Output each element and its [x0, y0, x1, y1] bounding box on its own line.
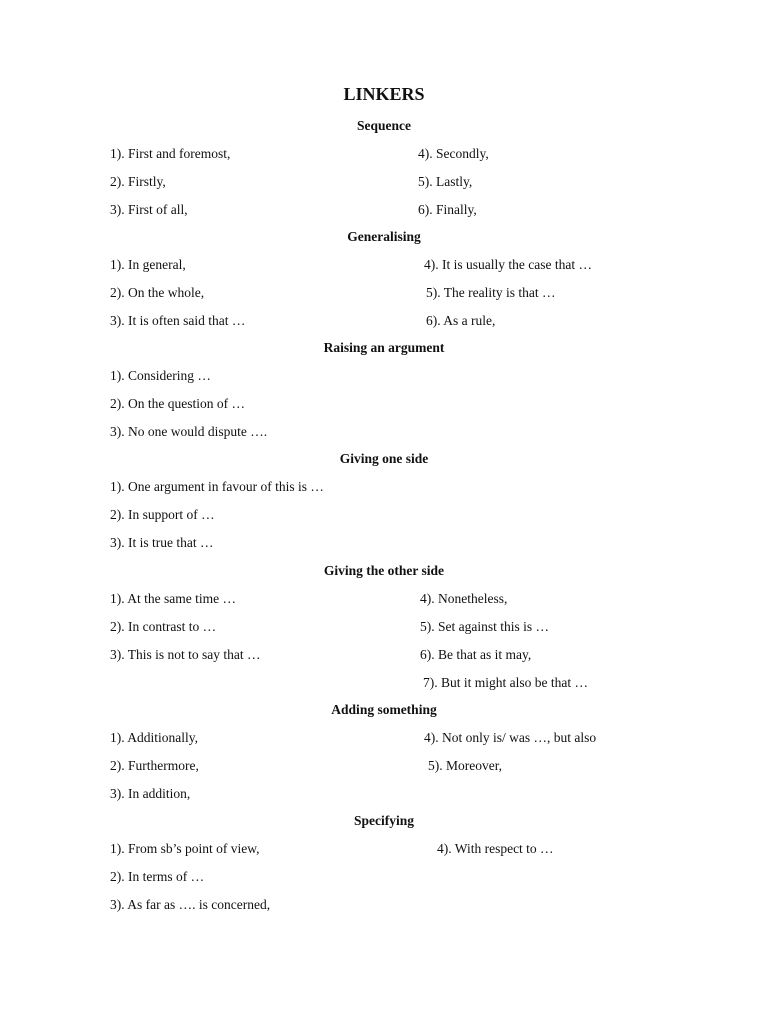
list-item: 4). Not only is/ was …, but also: [424, 730, 597, 745]
section-heading: Giving one side: [339, 451, 429, 466]
list-item: 3). In addition,: [110, 786, 191, 801]
list-item: 1). Additionally,: [110, 730, 198, 745]
list-item: 4). Nonetheless,: [420, 591, 508, 606]
list-item: 5). Lastly,: [418, 174, 473, 189]
list-item: 2). In support of …: [110, 507, 215, 522]
list-item: 6). As a rule,: [426, 313, 496, 328]
list-item: 5). Moreover,: [428, 758, 503, 773]
list-item: 2). On the whole,: [110, 285, 205, 300]
list-item: 1). First and foremost,: [110, 146, 231, 161]
section-heading: Generalising: [347, 229, 421, 244]
list-item: 3). This is not to say that …: [110, 647, 261, 662]
list-item: 6). Be that as it may,: [420, 647, 532, 662]
list-item: 7). But it might also be that …: [423, 675, 588, 690]
list-item: 1). Considering …: [110, 368, 211, 383]
list-item: 4). Secondly,: [418, 146, 489, 161]
section-heading: Giving the other side: [323, 563, 445, 578]
section-heading: Specifying: [353, 813, 414, 828]
list-item: 3). First of all,: [110, 202, 188, 217]
list-item: 3). It is often said that …: [110, 313, 246, 328]
list-item: 3). It is true that …: [110, 535, 214, 550]
section-heading: Adding something: [331, 702, 437, 717]
page-title: LINKERS: [343, 84, 425, 104]
list-item: 4). It is usually the case that …: [424, 257, 592, 272]
section-heading: Raising an argument: [323, 340, 445, 355]
list-item: 1). In general,: [110, 257, 186, 272]
list-item: 2). In terms of …: [110, 869, 205, 884]
section-heading: Sequence: [357, 118, 411, 133]
list-item: 1). From sb’s point of view,: [110, 841, 260, 856]
list-item: 1). At the same time …: [110, 591, 236, 606]
list-item: 5). The reality is that …: [426, 285, 556, 300]
list-item: 5). Set against this is …: [420, 619, 549, 634]
list-item: 3). No one would dispute ….: [110, 424, 268, 439]
list-item: 3). As far as …. is concerned,: [110, 897, 271, 912]
list-item: 2). On the question of …: [110, 396, 245, 411]
list-item: 1). One argument in favour of this is …: [110, 479, 324, 494]
list-item: 4). With respect to …: [437, 841, 554, 856]
list-item: 2). In contrast to …: [110, 619, 217, 634]
list-item: 2). Furthermore,: [110, 758, 199, 773]
list-item: 6). Finally,: [418, 202, 477, 217]
list-item: 2). Firstly,: [110, 174, 166, 189]
